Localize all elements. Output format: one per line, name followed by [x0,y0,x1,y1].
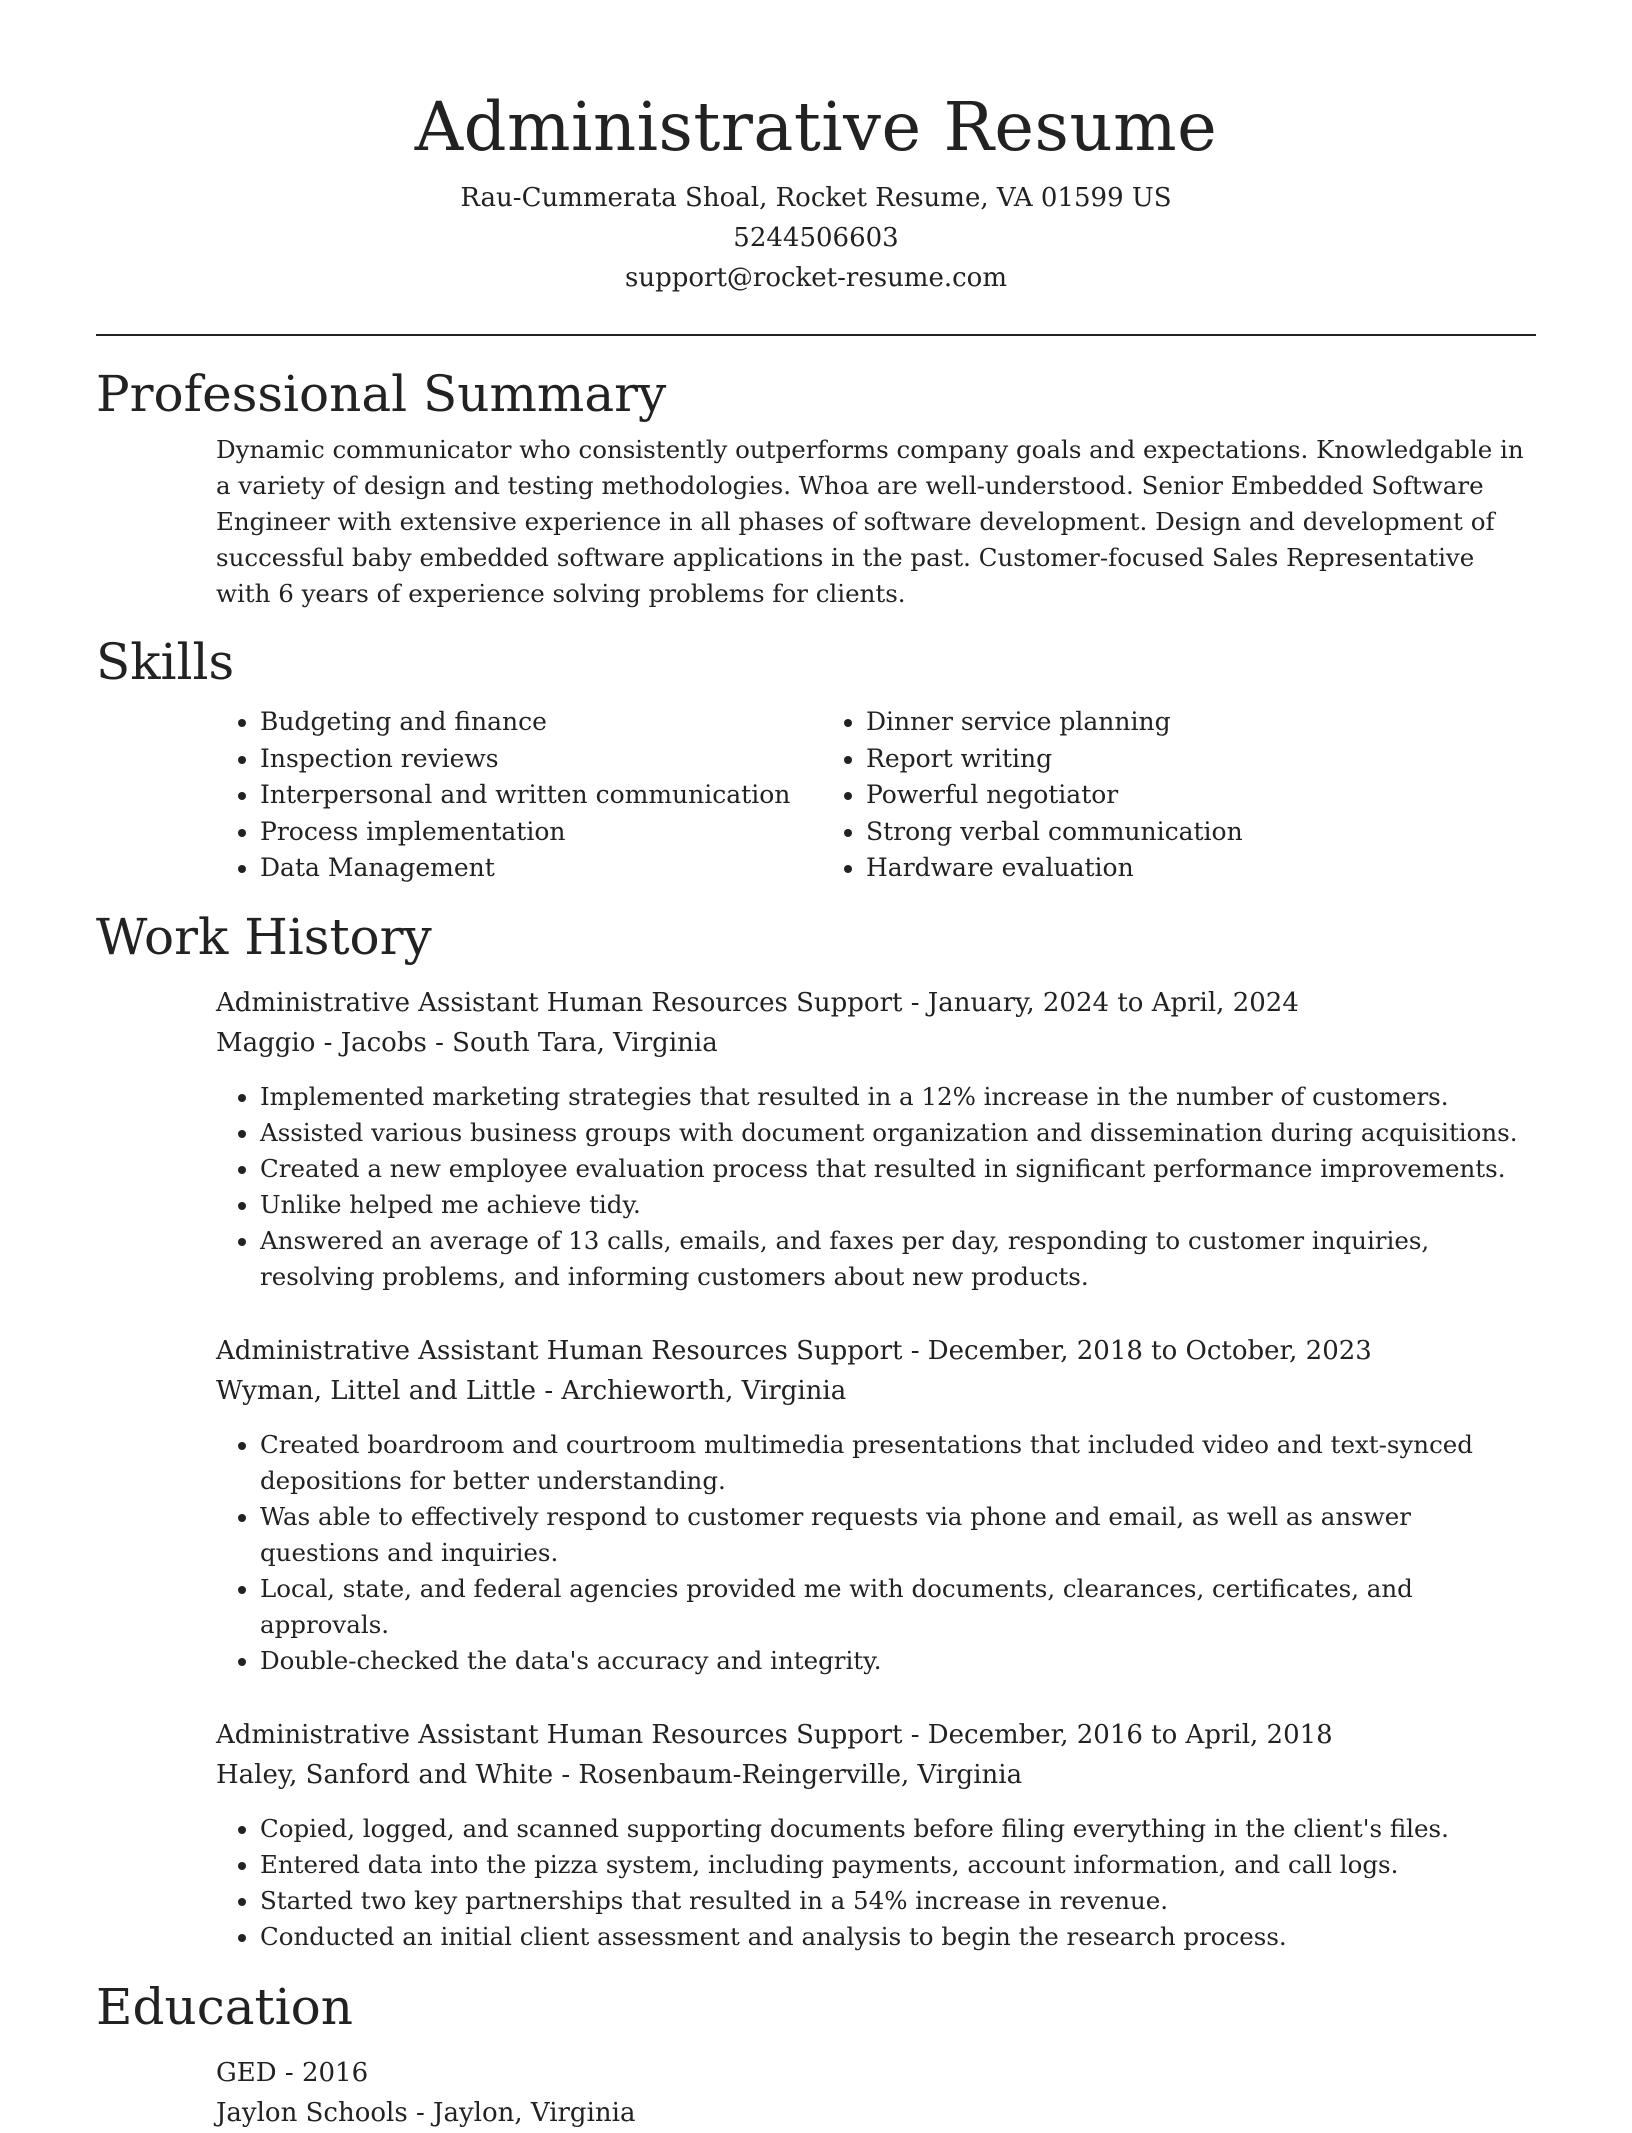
skills-list-left [216,704,822,887]
job-bullet: • Started two key partnerships that resulted in a 54% increase in revenue. [260,1883,1536,1919]
job-entry [216,1331,1536,1679]
job-bullet: • Copied, logged, and scanned supporting documents before filing everything in the client's files. [260,1811,1536,1847]
skill-item: • Budgeting and finance [260,704,822,741]
education-school-line [216,2093,1536,2133]
job-dates: January, 2024 to April, 2024 [927,987,1299,1018]
separator: - [415,2097,434,2128]
job-bullet: • Double-checked the data's accuracy and integrity. [260,1643,1536,1679]
job-employer-line [216,1755,1536,1795]
job-dates: December, 2018 to October, 2023 [927,1335,1372,1366]
education-degree-line [216,2053,1536,2093]
separator: - [561,1759,579,1790]
separator: - [544,1375,562,1406]
job-bullets [216,1427,1536,1679]
education-location: Jaylon, Virginia [433,2097,636,2128]
skill-item: • Hardware evaluation [866,850,1243,887]
job-bullet: • Created boardroom and courtroom multimedia presentations that included video and text-synced depositions for better understanding. [260,1427,1536,1499]
skills-list-right [822,704,1243,887]
skill-item: • Data Management [260,850,822,887]
education-section [96,1975,1536,2133]
job-title-line [216,983,1536,1023]
contact-phone: 5244506603 [733,223,899,253]
education-degree: GED [216,2057,277,2088]
job-dates: December, 2016 to April, 2018 [927,1719,1333,1750]
separator: - [910,987,928,1018]
job-bullets [216,1811,1536,1955]
skills-section [96,630,1536,887]
job-employer: Maggio - Jacobs [216,1027,427,1058]
job-employer-line [216,1371,1536,1411]
job-location: South Tara, Virginia [452,1027,718,1058]
education-heading: Education [96,1977,353,2036]
work-history-heading: Work History [96,907,432,966]
job-entry [216,983,1536,1295]
skills-columns [216,704,1536,887]
resume-header [96,0,1536,298]
job-employer: Wyman, Littel and Little [216,1375,537,1406]
skill-item: • Strong verbal communication [866,814,1243,851]
separator: - [910,1335,928,1366]
job-title-line [216,1331,1536,1371]
job-entry [216,1715,1536,1955]
separator: - [435,1027,453,1058]
skill-item: • Interpersonal and written communication [260,777,822,814]
skill-item: • Dinner service planning [866,704,1243,741]
education-entry [216,2053,1536,2133]
summary-section [96,362,1536,612]
job-bullet: • Conducted an initial client assessment and analysis to begin the research process. [260,1919,1536,1955]
contact-email: support@rocket-resume.com [624,263,1007,293]
summary-text: Dynamic communicator who consistently outperforms company goals and expectations. Knowledgable in a variety of design and testing methodologies. Whoa are well-understood. Senior Embedded Software Engineer with extensive experience in all phases of software development. Design and development of successful baby embedded software applications in the past. Customer-focused Sales Representative with 6 years of experience solving problems for clients. [216,435,1524,608]
separator: - [284,2057,302,2088]
job-bullets [216,1079,1536,1295]
job-location: Archieworth, Virginia [561,1375,847,1406]
contact-address: Rau-Cummerata Shoal, Rocket Resume, VA 01599 US [460,183,1172,213]
separator: - [910,1719,928,1750]
job-employer-line [216,1023,1536,1063]
job-bullet: • Local, state, and federal agencies provided me with documents, clearances, certificates, and approvals. [260,1571,1536,1643]
job-employer: Haley, Sanford and White [216,1759,554,1790]
work-history-section [96,905,1536,1955]
skill-item: • Process implementation [260,814,822,851]
job-bullet: • Implemented marketing strategies that resulted in a 12% increase in the number of customers. [260,1079,1536,1115]
job-bullet: • Answered an average of 13 calls, emails, and faxes per day, responding to customer inquiries, resolving problems, and informing customers about new products. [260,1223,1536,1295]
skills-heading: Skills [96,633,235,691]
job-bullet: • Was able to effectively respond to customer requests via phone and email, as well as answer questions and inquiries. [260,1499,1536,1571]
job-bullet: • Entered data into the pizza system, including payments, account information, and call logs. [260,1847,1536,1883]
header-divider [96,334,1536,336]
job-location: Rosenbaum-Reingerville, Virginia [578,1759,1023,1790]
job-bullet: • Unlike helped me achieve tidy. [260,1187,1536,1223]
education-school: Jaylon Schools [216,2097,408,2128]
job-title: Administrative Assistant Human Resources Support [216,1719,903,1750]
resume-title: Administrative Resume [414,88,1218,166]
education-year: 2016 [301,2057,369,2088]
summary-heading: Professional Summary [96,365,667,423]
job-title: Administrative Assistant Human Resources Support [216,1335,903,1366]
job-bullet: • Created a new employee evaluation process that resulted in significant performance improvements. [260,1151,1536,1187]
job-title-line [216,1715,1536,1755]
skill-item: • Powerful negotiator [866,777,1243,814]
skill-item: • Report writing [866,741,1243,778]
skill-item: • Inspection reviews [260,741,822,778]
job-bullet: • Assisted various business groups with document organization and dissemination during acquisitions. [260,1115,1536,1151]
job-title: Administrative Assistant Human Resources Support [216,987,903,1018]
